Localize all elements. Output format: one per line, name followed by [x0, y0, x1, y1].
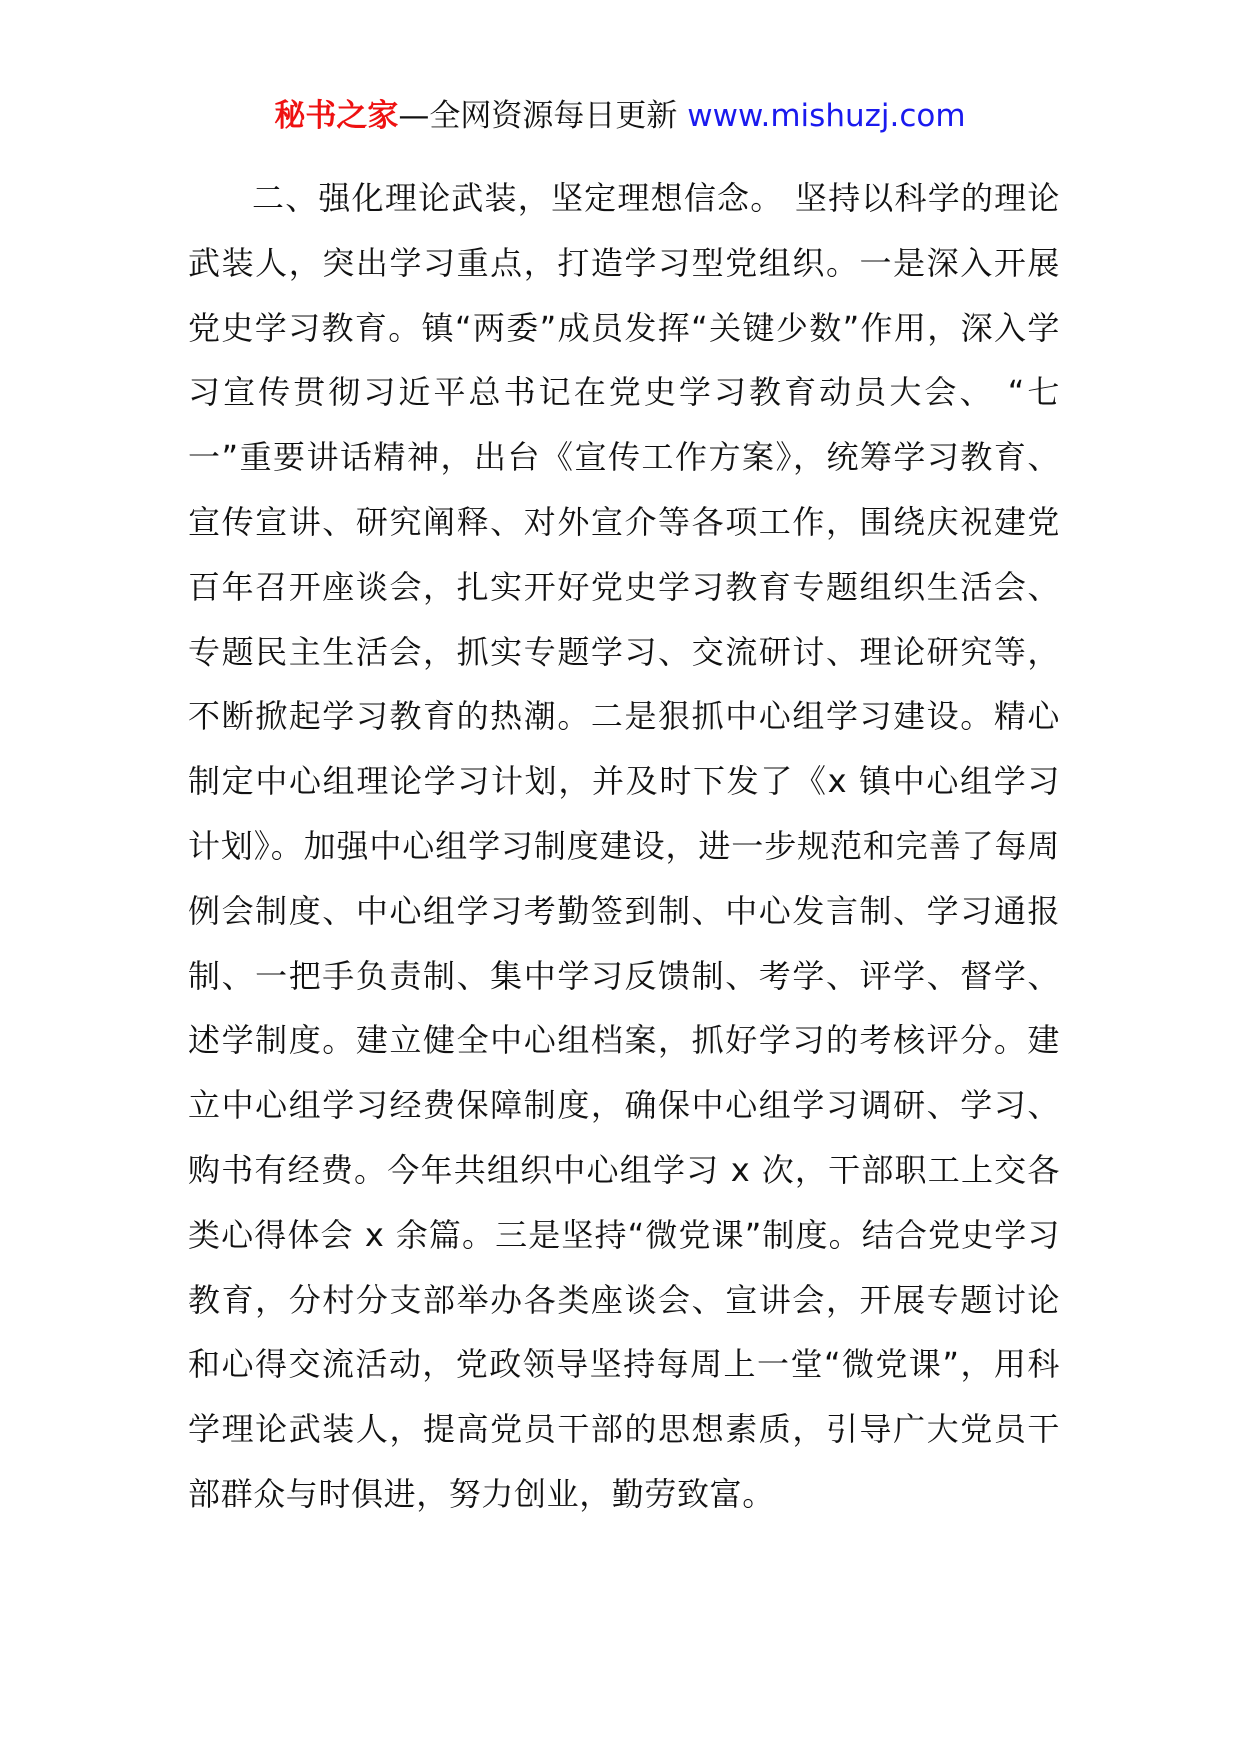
article-paragraph: 二、强化理论武装，坚定理想信念。 坚持以科学的理论武装人，突出学习重点，打造学习型党组织。一是深入开展党史学习教育。镇“两委”成员发挥“关键少数”作用，深入学习宣传贯彻习近平总书记在党史学习教育动员大会、 “七一”重要讲话精神，出台《宣传工作方案》，统筹学习教育、宣传宣讲、研究阐释、对外宣介等各项工作，围绕庆祝建党百年召开座谈会，扎实开好党史学习教育专题组织生活会、专题民主生活会，抓实专题学习、交流研讨、理论研究等，不断掀起学习教育的热潮。二是狠抓中心组学习建设。精心制定中心组理论学习计划，并及时下发了《x 镇中心组学习计划》。加强中心组学习制度建设，进一步规范和完善了每周例会制度、中心组学习考勤签到制、中心发言制、学习通报制、一把手负责制、集中学习反馈制、考学、评学、督学、述学制度。建立健全中心组档案，抓好学习的考核评分。建立中心组学习经费保障制度，确保中心组学习调研、学习、购书有经费。今年共组织中心组学习 x 次，干部职工上交各类心得体会 x 余篇。三是坚持“微党课”制度。结合党史学习教育，分村分支部举办各类座谈会、宣讲会，开展专题讨论和心得交流活动，党政领导坚持每周上一堂“微党课”，用科学理论武装人，提高党员干部的思想素质，引导广大党员干部群众与时俱进，努力创业，勤劳致富。	[188, 179, 1060, 1513]
header-tagline: —全网资源每日更新	[398, 98, 678, 134]
site-url-link[interactable]: www.mishuzj.com	[687, 98, 966, 134]
site-header	[0, 96, 1240, 136]
brand-name: 秘书之家	[274, 98, 399, 134]
